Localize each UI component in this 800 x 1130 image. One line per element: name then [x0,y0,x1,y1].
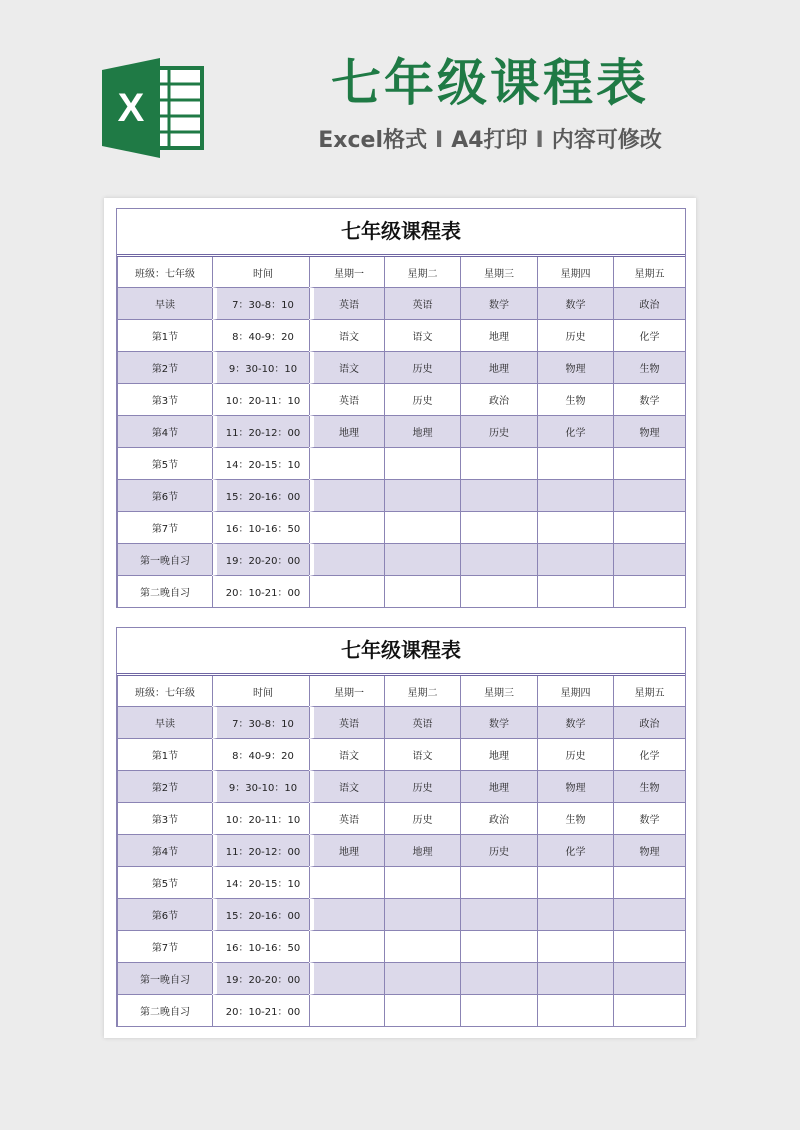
monday-cell [309,512,384,544]
friday-cell: 数学 [613,803,685,835]
time-cell: 11：20-12：00 [212,416,309,448]
time-cell: 19：20-20：00 [212,544,309,576]
monday-cell: 英语 [309,707,384,739]
table-row [117,707,685,739]
monday-cell: 英语 [309,803,384,835]
wednesday-cell: 历史 [460,416,537,448]
friday-cell: 化学 [613,320,685,352]
header-cell: 星期一 [309,257,384,288]
thursday-cell: 物理 [537,771,613,803]
tuesday-cell: 地理 [384,835,460,867]
monday-cell [309,995,384,1026]
time-cell: 20：10-21：00 [212,576,309,607]
time-cell: 15：20-16：00 [212,480,309,512]
tuesday-cell [384,576,460,607]
thursday-cell [537,576,613,607]
document-page [104,198,696,1038]
thursday-cell: 历史 [537,739,613,771]
table-row [117,288,685,320]
friday-cell: 生物 [613,771,685,803]
header-cell: 星期三 [460,676,537,707]
monday-cell: 语文 [309,739,384,771]
time-cell: 16：10-16：50 [212,512,309,544]
tuesday-cell [384,963,460,995]
wednesday-cell: 数学 [460,707,537,739]
friday-cell: 物理 [613,835,685,867]
friday-cell [613,899,685,931]
time-cell: 8：40-9：20 [212,320,309,352]
wednesday-cell [460,512,537,544]
table-row [117,512,685,544]
header-row [117,676,685,707]
friday-cell: 数学 [613,384,685,416]
wednesday-cell [460,544,537,576]
time-cell: 15：20-16：00 [212,899,309,931]
sheet-title: 七年级课程表 [117,209,685,257]
time-cell: 10：20-11：10 [212,803,309,835]
thursday-cell [537,867,613,899]
time-cell: 14：20-15：10 [212,448,309,480]
time-cell: 16：10-16：50 [212,931,309,963]
wednesday-cell [460,867,537,899]
thursday-cell [537,899,613,931]
time-cell: 14：20-15：10 [212,867,309,899]
tuesday-cell [384,867,460,899]
tuesday-cell: 地理 [384,416,460,448]
thursday-cell [537,448,613,480]
friday-cell [613,448,685,480]
thursday-cell: 物理 [537,352,613,384]
tuesday-cell: 英语 [384,288,460,320]
tuesday-cell [384,899,460,931]
friday-cell [613,867,685,899]
period-cell: 第二晚自习 [117,576,212,607]
header-cell: 星期二 [384,676,460,707]
thursday-cell: 生物 [537,803,613,835]
monday-cell [309,899,384,931]
subtitle-separator: I [535,128,544,153]
wednesday-cell: 历史 [460,835,537,867]
header-cell: 星期一 [309,676,384,707]
period-cell: 第2节 [117,352,212,384]
timetable-grid [117,257,685,607]
table-row [117,576,685,607]
tuesday-cell [384,995,460,1026]
subtitle-format: Excel格式 [318,128,427,153]
wednesday-cell: 政治 [460,803,537,835]
friday-cell [613,544,685,576]
tuesday-cell [384,931,460,963]
time-cell: 8：40-9：20 [212,739,309,771]
time-cell: 7：30-8：10 [212,288,309,320]
table-row [117,899,685,931]
tuesday-cell [384,480,460,512]
period-cell: 第2节 [117,771,212,803]
period-cell: 第7节 [117,512,212,544]
table-row [117,480,685,512]
promo-header [0,0,800,200]
friday-cell [613,995,685,1026]
thursday-cell: 数学 [537,707,613,739]
header-cell: 时间 [212,257,309,288]
period-cell: 早读 [117,707,212,739]
tuesday-cell [384,448,460,480]
subtitle-print: A4打印 [451,128,528,153]
monday-cell [309,480,384,512]
tuesday-cell: 英语 [384,707,460,739]
promo-title: 七年级课程表 [331,54,649,112]
wednesday-cell: 地理 [460,320,537,352]
time-cell: 7：30-8：10 [212,707,309,739]
monday-cell: 英语 [309,288,384,320]
time-cell: 9：30-10：10 [212,771,309,803]
monday-cell [309,544,384,576]
wednesday-cell: 数学 [460,288,537,320]
period-cell: 第1节 [117,320,212,352]
table-row [117,352,685,384]
monday-cell [309,867,384,899]
thursday-cell [537,544,613,576]
excel-logo-letter: X [117,86,145,130]
time-cell: 19：20-20：00 [212,963,309,995]
period-cell: 第6节 [117,899,212,931]
tuesday-cell: 历史 [384,771,460,803]
table-row [117,995,685,1026]
header-row [117,257,685,288]
header-cell: 星期五 [613,676,685,707]
time-cell: 20：10-21：00 [212,995,309,1026]
period-cell: 第5节 [117,867,212,899]
period-cell: 第3节 [117,803,212,835]
table-row [117,416,685,448]
table-row [117,320,685,352]
thursday-cell: 数学 [537,288,613,320]
monday-cell: 地理 [309,835,384,867]
monday-cell [309,963,384,995]
header-cell: 星期四 [537,676,613,707]
excel-icon [102,58,206,158]
friday-cell: 政治 [613,707,685,739]
tuesday-cell [384,512,460,544]
period-cell: 第4节 [117,416,212,448]
header-cell: 班级：七年级 [117,257,212,288]
table-row [117,803,685,835]
thursday-cell [537,963,613,995]
friday-cell [613,512,685,544]
monday-cell: 地理 [309,416,384,448]
monday-cell [309,576,384,607]
monday-cell: 英语 [309,384,384,416]
period-cell: 早读 [117,288,212,320]
wednesday-cell [460,995,537,1026]
monday-cell: 语文 [309,320,384,352]
period-cell: 第1节 [117,739,212,771]
header-cell: 班级：七年级 [117,676,212,707]
thursday-cell: 生物 [537,384,613,416]
header-cell: 星期二 [384,257,460,288]
thursday-cell: 历史 [537,320,613,352]
subtitle-separator: I [435,128,444,153]
monday-cell: 语文 [309,352,384,384]
wednesday-cell: 地理 [460,352,537,384]
wednesday-cell [460,899,537,931]
sheet-title: 七年级课程表 [117,628,685,676]
period-cell: 第3节 [117,384,212,416]
wednesday-cell [460,448,537,480]
header-cell: 星期五 [613,257,685,288]
table-row [117,739,685,771]
header-cell: 星期四 [537,257,613,288]
subtitle-editable: 内容可修改 [551,128,662,153]
wednesday-cell [460,576,537,607]
period-cell: 第7节 [117,931,212,963]
header-cell: 时间 [212,676,309,707]
thursday-cell [537,512,613,544]
tuesday-cell [384,544,460,576]
time-cell: 10：20-11：10 [212,384,309,416]
friday-cell: 生物 [613,352,685,384]
thursday-cell [537,931,613,963]
tuesday-cell: 语文 [384,739,460,771]
period-cell: 第4节 [117,835,212,867]
wednesday-cell [460,480,537,512]
wednesday-cell [460,963,537,995]
period-cell: 第一晚自习 [117,544,212,576]
monday-cell [309,931,384,963]
table-row [117,931,685,963]
period-cell: 第二晚自习 [117,995,212,1026]
time-cell: 9：30-10：10 [212,352,309,384]
table-row [117,448,685,480]
period-cell: 第5节 [117,448,212,480]
monday-cell: 语文 [309,771,384,803]
friday-cell: 化学 [613,739,685,771]
wednesday-cell: 政治 [460,384,537,416]
table-row [117,963,685,995]
friday-cell [613,963,685,995]
period-cell: 第6节 [117,480,212,512]
friday-cell [613,931,685,963]
header-cell: 星期三 [460,257,537,288]
thursday-cell [537,995,613,1026]
thursday-cell: 化学 [537,835,613,867]
promo-subtitle [250,126,730,156]
timetable-grid [117,676,685,1026]
table-row [117,867,685,899]
friday-cell: 政治 [613,288,685,320]
period-cell: 第一晚自习 [117,963,212,995]
table-row [117,384,685,416]
timetable-sheet [116,208,686,608]
wednesday-cell [460,931,537,963]
friday-cell [613,576,685,607]
monday-cell [309,448,384,480]
tuesday-cell: 语文 [384,320,460,352]
tuesday-cell: 历史 [384,352,460,384]
timetable-sheet [116,627,686,1027]
tuesday-cell: 历史 [384,803,460,835]
thursday-cell [537,480,613,512]
time-cell: 11：20-12：00 [212,835,309,867]
friday-cell [613,480,685,512]
tuesday-cell: 历史 [384,384,460,416]
thursday-cell: 化学 [537,416,613,448]
wednesday-cell: 地理 [460,771,537,803]
table-row [117,835,685,867]
friday-cell: 物理 [613,416,685,448]
table-row [117,544,685,576]
wednesday-cell: 地理 [460,739,537,771]
table-row [117,771,685,803]
